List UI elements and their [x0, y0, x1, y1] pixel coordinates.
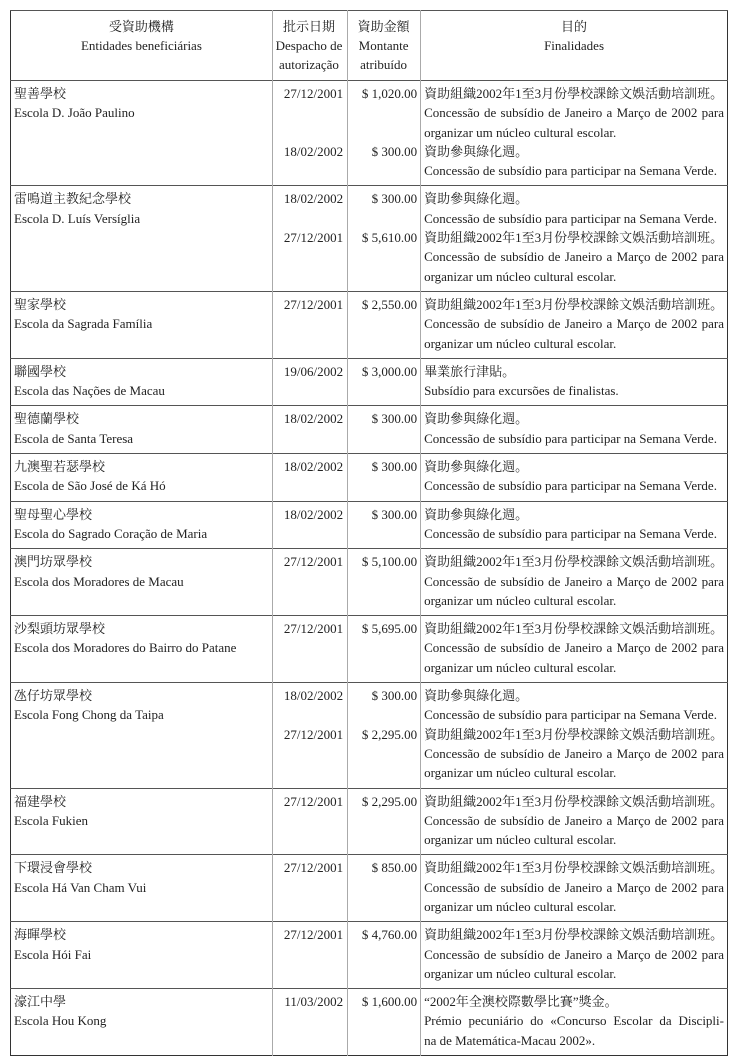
purpose-cell: [421, 291, 728, 358]
header-date: [272, 11, 347, 81]
entity-cell: [11, 683, 273, 788]
purpose-cell: [421, 186, 728, 291]
entity-name-pt: Escola Hou Kong: [14, 1013, 107, 1029]
grant-amount: $ 2,295.00: [361, 726, 418, 742]
purpose-cell: [421, 788, 728, 855]
grant-date: 18/02/2002: [283, 459, 344, 475]
purpose-line: 資助組織2002年1至3月份學校課餘文娛活動培訓班。: [424, 793, 724, 809]
purpose-line: Concessão de subsídio de Janeiro a Março de 2002 para: [424, 745, 724, 761]
date-cell: [272, 454, 347, 502]
date-cell: [272, 186, 347, 291]
date-cell: [272, 406, 347, 454]
purpose-line: Concessão de subsídio de Janeiro a Março de 2002 para: [424, 105, 724, 121]
purpose-line: 資助組織2002年1至3月份學校課餘文娛活動培訓班。: [424, 230, 724, 246]
table-row: [11, 616, 728, 683]
table-row: [11, 358, 728, 406]
purpose-line: organizar um núcleo cultural escolar.: [424, 268, 617, 284]
grant-date: 27/12/2001: [283, 621, 344, 637]
entity-name-zh: 福建學校: [14, 793, 67, 809]
purpose-line: Prémio pecuniário do «Concurso Escolar da Discipli-: [424, 1013, 724, 1029]
date-cell: [272, 358, 347, 406]
purpose-line: Concessão de subsídio para participar na Semana Verde.: [424, 478, 717, 494]
purpose-cell: [421, 501, 728, 549]
grant-date: 18/02/2002: [283, 506, 344, 522]
purpose-line: Concessão de subsídio de Janeiro a Março de 2002 para: [424, 316, 724, 332]
grant-date: 18/02/2002: [283, 411, 344, 427]
grant-date: 27/12/2001: [283, 927, 344, 943]
subsidy-table: [10, 10, 728, 1056]
purpose-line: 資助組織2002年1至3月份學校課餘文娛活動培訓班。: [424, 726, 724, 742]
purpose-line: organizar um núcleo cultural escolar.: [424, 765, 617, 781]
grant-amount: $ 1,020.00: [361, 86, 418, 101]
table-row: [11, 81, 728, 186]
purpose-cell: [421, 855, 728, 922]
entity-cell: [11, 291, 273, 358]
table-row: [11, 406, 728, 454]
header-date-zh: 批示日期: [282, 19, 335, 34]
entity-name-pt: Escola dos Moradores de Macau: [14, 573, 184, 589]
purpose-cell: [421, 454, 728, 502]
grant-amount: $ 5,695.00: [361, 621, 418, 637]
purpose-line: 資助參與綠化週。: [424, 411, 529, 427]
entity-cell: [11, 81, 273, 186]
table-row: [11, 501, 728, 549]
amount-cell: [348, 186, 421, 291]
table-row: [11, 549, 728, 616]
entity-name-pt: Escola de São José de Ká Hó: [14, 478, 166, 494]
purpose-line: 資助參與綠化週。: [424, 143, 529, 159]
purpose-line: 資助參與綠化週。: [424, 688, 529, 704]
amount-cell: [348, 549, 421, 616]
grant-amount: $ 300.00: [371, 143, 418, 159]
entity-name-pt: Escola D. Luís Versíglia: [14, 210, 141, 226]
date-cell: [272, 549, 347, 616]
entity-name-zh: 澳門坊眾學校: [14, 554, 93, 570]
table-body: [11, 81, 728, 1056]
header-entities-pt: Entidades beneficiárias: [80, 38, 202, 53]
entity-name-pt: Escola D. João Paulino: [14, 105, 135, 121]
purpose-line: Concessão de subsídio de Janeiro a Março de 2002 para: [424, 249, 724, 265]
header-entities-zh: 受資助機構: [108, 19, 174, 34]
entity-name-pt: Escola das Nações de Macau: [14, 383, 165, 399]
purpose-line: organizar um núcleo cultural escolar.: [424, 335, 617, 351]
grant-date: 27/12/2001: [283, 793, 344, 809]
header-date-pt1: Despacho de: [275, 38, 343, 53]
entity-cell: [11, 855, 273, 922]
amount-cell: [348, 358, 421, 406]
date-cell: [272, 81, 347, 186]
grant-date: 18/02/2002: [283, 143, 344, 159]
date-cell: [272, 616, 347, 683]
purpose-cell: [421, 549, 728, 616]
amount-cell: [348, 501, 421, 549]
purpose-line: 資助參與綠化週。: [424, 191, 529, 207]
entity-cell: [11, 989, 273, 1056]
amount-cell: [348, 922, 421, 989]
grant-amount: $ 5,100.00: [361, 554, 418, 570]
purpose-cell: [421, 406, 728, 454]
entity-name-pt: Escola da Sagrada Família: [14, 316, 153, 332]
entity-cell: [11, 186, 273, 291]
purpose-line: organizar um núcleo cultural escolar.: [424, 965, 617, 981]
purpose-line: organizar um núcleo cultural escolar.: [424, 832, 617, 848]
amount-cell: [348, 454, 421, 502]
entity-cell: [11, 616, 273, 683]
grant-amount: $ 2,295.00: [361, 793, 418, 809]
entity-name-zh: 聖善學校: [14, 86, 67, 101]
entity-name-pt: Escola do Sagrado Coração de Maria: [14, 525, 208, 541]
grant-amount: $ 1,600.00: [361, 994, 418, 1010]
amount-cell: [348, 616, 421, 683]
purpose-cell: [421, 358, 728, 406]
grant-amount: $ 3,000.00: [361, 363, 418, 379]
purpose-line: 資助參與綠化週。: [424, 506, 529, 522]
date-cell: [272, 855, 347, 922]
entity-name-pt: Escola Hói Fai: [14, 946, 92, 962]
grant-date: 27/12/2001: [283, 554, 344, 570]
table-row: [11, 186, 728, 291]
entity-cell: [11, 549, 273, 616]
entity-name-zh: 九澳聖若瑟學校: [14, 459, 106, 475]
purpose-line: organizar um núcleo cultural escolar.: [424, 124, 617, 140]
purpose-line: Concessão de subsídio para participar na Semana Verde.: [424, 707, 717, 723]
header-purpose-pt: Finalidades: [544, 38, 604, 53]
table-row: [11, 855, 728, 922]
purpose-cell: [421, 922, 728, 989]
grant-date: 18/02/2002: [283, 191, 344, 207]
purpose-line: 資助組織2002年1至3月份學校課餘文娛活動培訓班。: [424, 927, 724, 943]
header-amount-zh: 資助金額: [357, 19, 410, 34]
purpose-line: 資助組織2002年1至3月份學校課餘文娛活動培訓班。: [424, 621, 724, 637]
purpose-line: 畢業旅行津貼。: [424, 363, 516, 379]
purpose-line: 資助組織2002年1至3月份學校課餘文娛活動培訓班。: [424, 554, 724, 570]
purpose-line: organizar um núcleo cultural escolar.: [424, 659, 617, 675]
date-cell: [272, 922, 347, 989]
table-row: [11, 989, 728, 1056]
amount-cell: [348, 81, 421, 186]
purpose-cell: [421, 616, 728, 683]
purpose-line: Concessão de subsídio para participar na Semana Verde.: [424, 163, 717, 179]
purpose-line: Concessão de subsídio para participar na Semana Verde.: [424, 430, 717, 446]
entity-cell: [11, 922, 273, 989]
purpose-line: Concessão de subsídio de Janeiro a Março de 2002 para: [424, 946, 724, 962]
entity-name-pt: Escola Fukien: [14, 812, 89, 828]
date-cell: [272, 291, 347, 358]
purpose-line: organizar um núcleo cultural escolar.: [424, 592, 617, 608]
purpose-cell: [421, 81, 728, 186]
purpose-line: Concessão de subsídio para participar na Semana Verde.: [424, 210, 717, 226]
entity-name-zh: 沙梨頭坊眾學校: [14, 621, 106, 637]
entity-cell: [11, 501, 273, 549]
purpose-line: Concessão de subsídio de Janeiro a Março de 2002 para: [424, 573, 724, 589]
grant-amount: $ 300.00: [371, 411, 418, 427]
grant-date: 19/06/2002: [283, 363, 344, 379]
entity-name-zh: 聯國學校: [14, 363, 67, 379]
entity-cell: [11, 358, 273, 406]
grant-date: 27/12/2001: [283, 296, 344, 312]
amount-cell: [348, 855, 421, 922]
purpose-line: Concessão de subsídio de Janeiro a Março de 2002 para: [424, 812, 724, 828]
grant-date: 11/03/2002: [284, 994, 344, 1010]
purpose-line: 資助組織2002年1至3月份學校課餘文娛活動培訓班。: [424, 296, 724, 312]
grant-date: 27/12/2001: [283, 230, 344, 246]
purpose-line: Concessão de subsídio de Janeiro a Março de 2002 para: [424, 640, 724, 656]
purpose-line: Concessão de subsídio para participar na Semana Verde.: [424, 525, 717, 541]
grant-amount: $ 4,760.00: [361, 927, 418, 943]
purpose-line: Concessão de subsídio de Janeiro a Março de 2002 para: [424, 879, 724, 895]
entity-name-zh: 聖母聖心學校: [14, 506, 93, 522]
grant-date: 18/02/2002: [283, 688, 344, 704]
header-purpose: [421, 11, 728, 81]
grant-amount: $ 300.00: [371, 688, 418, 704]
entity-name-zh: 下環浸會學校: [14, 860, 93, 876]
entity-name-zh: 聖家學校: [14, 296, 67, 312]
date-cell: [272, 989, 347, 1056]
header-amount: [348, 11, 421, 81]
purpose-line: “2002年全澳校際數學比賽”獎金。: [424, 994, 618, 1010]
amount-cell: [348, 683, 421, 788]
grant-amount: $ 2,550.00: [361, 296, 418, 312]
purpose-line: Subsídio para excursões de finalistas.: [424, 383, 619, 399]
purpose-line: 資助參與綠化週。: [424, 459, 529, 475]
table-header: [11, 11, 728, 81]
grant-date: 27/12/2001: [283, 726, 344, 742]
grant-amount: $ 850.00: [371, 860, 418, 876]
entity-cell: [11, 406, 273, 454]
entity-name-zh: 海暉學校: [14, 927, 67, 943]
grant-amount: $ 5,610.00: [361, 230, 418, 246]
entity-name-zh: 氹仔坊眾學校: [14, 688, 93, 704]
date-cell: [272, 788, 347, 855]
entity-name-pt: Escola Fong Chong da Taipa: [14, 707, 164, 723]
amount-cell: [348, 406, 421, 454]
header-entities: [11, 11, 273, 81]
entity-name-zh: 雷鳴道主教紀念學校: [14, 191, 132, 207]
entity-name-pt: Escola dos Moradores do Bairro do Patane: [14, 640, 237, 656]
table-row: [11, 788, 728, 855]
grant-date: 27/12/2001: [283, 86, 344, 101]
entity-name-zh: 聖德蘭學校: [14, 411, 80, 427]
purpose-line: organizar um núcleo cultural escolar.: [424, 898, 617, 914]
grant-amount: $ 300.00: [371, 459, 418, 475]
grant-amount: $ 300.00: [371, 191, 418, 207]
header-date-pt2: autorização: [279, 57, 339, 72]
purpose-cell: [421, 683, 728, 788]
amount-cell: [348, 989, 421, 1056]
entity-name-pt: Escola de Santa Teresa: [14, 430, 134, 446]
amount-cell: [348, 788, 421, 855]
amount-cell: [348, 291, 421, 358]
header-amount-pt2: atribuído: [360, 57, 408, 72]
table-row: [11, 922, 728, 989]
table-row: [11, 454, 728, 502]
date-cell: [272, 501, 347, 549]
date-cell: [272, 683, 347, 788]
purpose-line: 資助組織2002年1至3月份學校課餘文娛活動培訓班。: [424, 860, 724, 876]
grant-amount: $ 300.00: [371, 506, 418, 522]
entity-name-pt: Escola Há Van Cham Vui: [14, 879, 147, 895]
table-row: [11, 291, 728, 358]
header-amount-pt1: Montante: [358, 38, 409, 53]
entity-cell: [11, 454, 273, 502]
entity-cell: [11, 788, 273, 855]
grant-date: 27/12/2001: [283, 860, 344, 876]
table-row: [11, 683, 728, 788]
header-purpose-zh: 目的: [561, 19, 588, 34]
purpose-cell: [421, 989, 728, 1056]
purpose-line: na de Matemática-Macau 2002».: [424, 1032, 596, 1048]
purpose-line: 資助組織2002年1至3月份學校課餘文娛活動培訓班。: [424, 86, 724, 101]
entity-name-zh: 濠江中學: [14, 994, 67, 1010]
